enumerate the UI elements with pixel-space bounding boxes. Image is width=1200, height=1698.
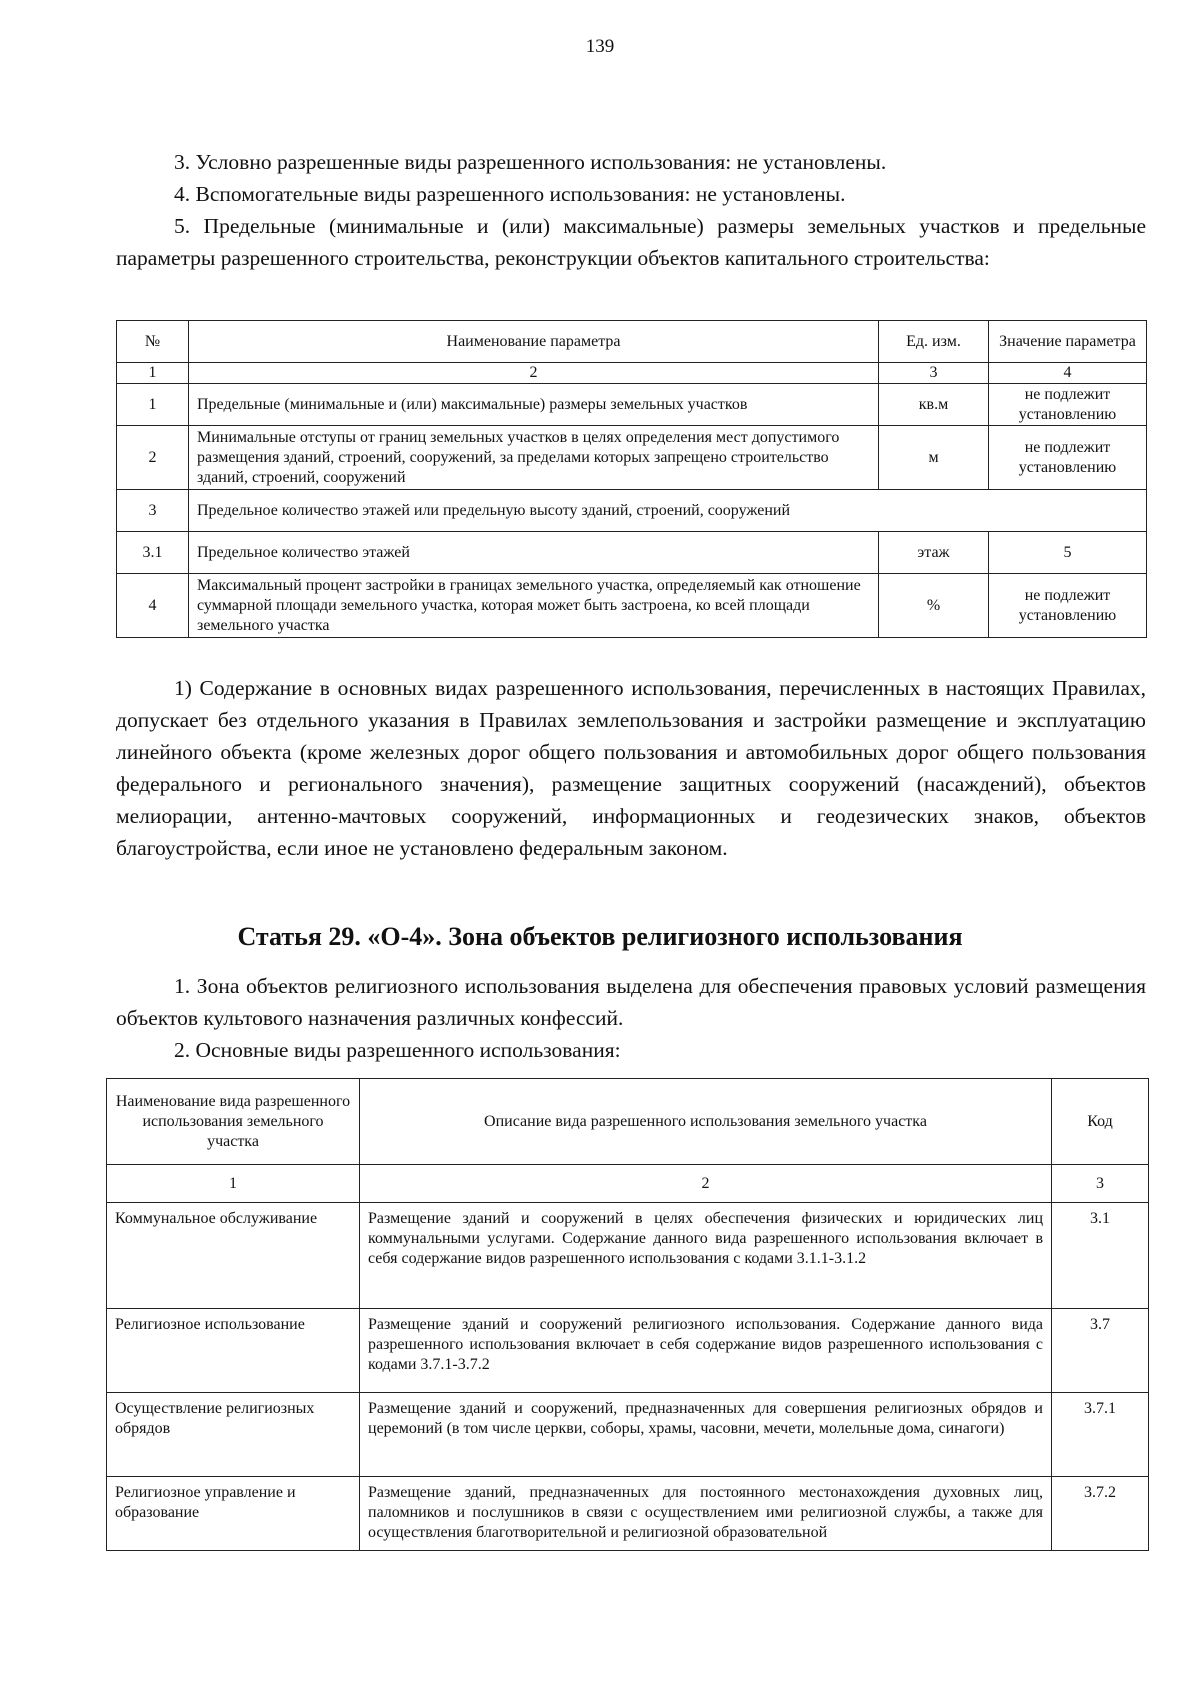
header-value: Значение параметра — [989, 321, 1147, 363]
table-row — [107, 1477, 1149, 1551]
row-number: 4 — [117, 574, 189, 638]
table-row — [117, 490, 1147, 532]
table-row — [117, 532, 1147, 574]
header-use-description: Описание вида разрешенного использования земельного участка — [360, 1079, 1052, 1165]
parameter-name: Предельное количество этажей или предельную высоту зданий, строений, сооружений — [189, 490, 1147, 532]
table-row — [117, 574, 1147, 638]
note-paragraph: 1) Содержание в основных видах разрешенного использования, перечисленных в настоящих Правилах, допускает без отдельного указания в Правилах землепользования и застройки размещение и эксплуатацию линейного объекта (кроме железных дорог общего пользования и автомобильных дорог общего пользования федерального и регионального значения), размещение защитных сооружений (насаждений), объектов мелиорации, антенно-мачтовых сооружений, информационных и геодезических знаков, объектов благоустройства, если иное не установлено федеральным законом. — [116, 676, 1146, 860]
column-number: 2 — [189, 363, 879, 384]
use-description: Размещение зданий и сооружений в целях обеспечения физических и юридических лиц коммунальными услугами. Содержание данного вида разрешенного использования включает в себя содержание видов разрешенного использования с кодами 3.1.1-3.1.2 — [360, 1203, 1052, 1309]
use-name: Религиозное использование — [107, 1309, 360, 1393]
use-code: 3.1 — [1052, 1203, 1149, 1309]
parameter-name: Предельное количество этажей — [189, 532, 879, 574]
parameter-unit: м — [879, 426, 989, 490]
header-number: № — [117, 321, 189, 363]
parameter-value: не подлежит установлению — [989, 574, 1147, 638]
header-parameter-name: Наименование параметра — [189, 321, 879, 363]
uses-table-column-numbers — [107, 1165, 1149, 1203]
column-number: 3 — [1052, 1165, 1149, 1203]
use-code: 3.7.2 — [1052, 1477, 1149, 1551]
use-code: 3.7 — [1052, 1309, 1149, 1393]
column-number: 4 — [989, 363, 1147, 384]
use-name: Религиозное управление и образование — [107, 1477, 360, 1551]
permitted-uses-table — [106, 1078, 1149, 1551]
paragraph-zone-description: 1. Зона объектов религиозного использования выделена для обеспечения правовых условий размещения объектов культового назначения различных конфессий. — [116, 974, 1146, 1030]
parameters-table-column-numbers — [117, 363, 1147, 384]
row-number: 3 — [117, 490, 189, 532]
paragraph-limit-parameters: 5. Предельные (минимальные и (или) максимальные) размеры земельных участков и предельные параметры разрешенного строительства, реконструкции объектов капитального строительства: — [116, 214, 1146, 270]
article-heading: Статья 29. «О-4». Зона объектов религиозного использования — [237, 922, 963, 951]
column-number: 2 — [360, 1165, 1052, 1203]
use-code: 3.7.1 — [1052, 1393, 1149, 1477]
parameters-table-header — [117, 321, 1147, 363]
parameter-unit: этаж — [879, 532, 989, 574]
parameter-value: не подлежит установлению — [989, 426, 1147, 490]
parameter-name: Предельные (минимальные и (или) максимальные) размеры земельных участков — [189, 384, 879, 426]
column-number: 1 — [107, 1165, 360, 1203]
column-number: 1 — [117, 363, 189, 384]
parameter-unit: кв.м — [879, 384, 989, 426]
parameter-name: Максимальный процент застройки в границах земельного участка, определяемый как отношение суммарной площади земельного участка, которая может быть застроена, ко всей площади земельного участка — [189, 574, 879, 638]
row-number: 3.1 — [117, 532, 189, 574]
header-unit: Ед. изм. — [879, 321, 989, 363]
use-description: Размещение зданий и сооружений, предназначенных для совершения религиозных обрядов и церемоний (в том числе церкви, соборы, храмы, часовни, мечети, молельные дома, синагоги) — [360, 1393, 1052, 1477]
parameter-name: Минимальные отступы от границ земельных участков в целях определения мест допустимого размещения зданий, строений, сооружений, за пределами которых запрещено строительство зданий, строений, сооружений — [189, 426, 879, 490]
table-row — [117, 426, 1147, 490]
uses-table-header — [107, 1079, 1149, 1165]
paragraph-auxiliary-uses: 4. Вспомогательные виды разрешенного использования: не установлены. — [174, 182, 846, 206]
header-use-name: Наименование вида разрешенного использования земельного участка — [107, 1079, 360, 1165]
use-description: Размещение зданий, предназначенных для постоянного местонахождения духовных лиц, паломников и послушников в связи с осуществлением ими религиозной службы, а также для осуществления благотворительной и религиозной образовательной — [360, 1477, 1052, 1551]
header-code: Код — [1052, 1079, 1149, 1165]
parameters-table — [116, 320, 1147, 638]
column-number: 3 — [879, 363, 989, 384]
use-description: Размещение зданий и сооружений религиозного использования. Содержание данного вида разрешенного использования включает в себя содержание видов разрешенного использования с кодами 3.7.1-3.7.2 — [360, 1309, 1052, 1393]
row-number: 2 — [117, 426, 189, 490]
use-name: Осуществление религиозных обрядов — [107, 1393, 360, 1477]
table-row — [107, 1203, 1149, 1309]
table-row — [107, 1393, 1149, 1477]
parameter-value: 5 — [989, 532, 1147, 574]
paragraph-conditional-uses: 3. Условно разрешенные виды разрешенного использования: не установлены. — [174, 150, 887, 174]
page-number: 139 — [585, 36, 615, 57]
table-row — [107, 1309, 1149, 1393]
use-name: Коммунальное обслуживание — [107, 1203, 360, 1309]
paragraph-main-uses: 2. Основные виды разрешенного использования: — [174, 1038, 621, 1062]
parameter-unit: % — [879, 574, 989, 638]
row-number: 1 — [117, 384, 189, 426]
parameter-value: не подлежит установлению — [989, 384, 1147, 426]
table-row — [117, 384, 1147, 426]
